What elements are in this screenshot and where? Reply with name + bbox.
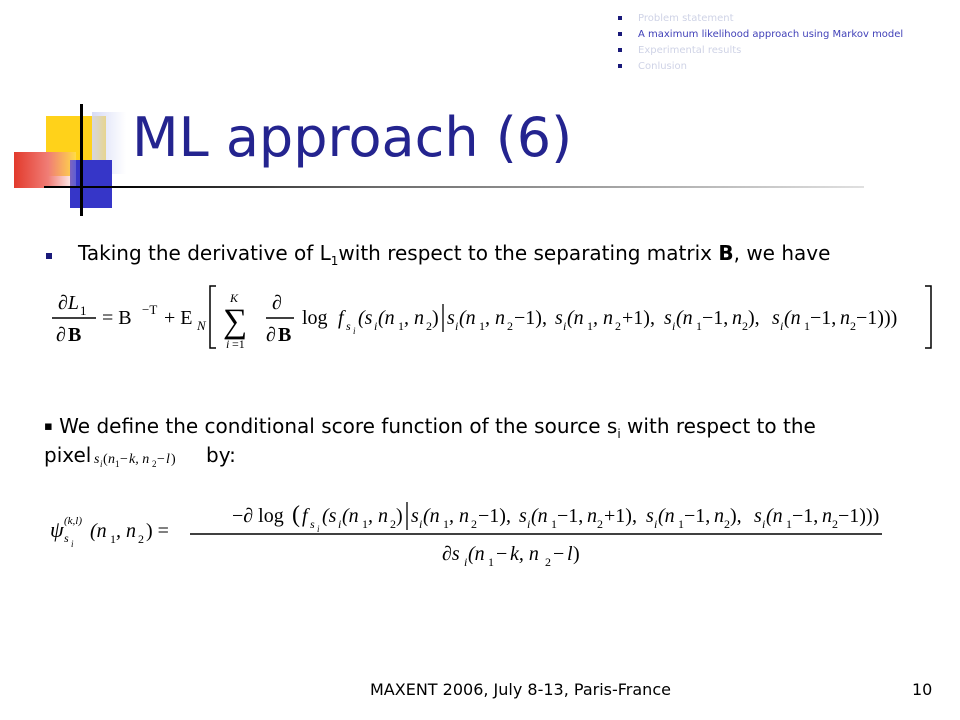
svg-text:i: i (338, 517, 342, 531)
svg-text:1: 1 (678, 517, 684, 531)
svg-text:n: n (732, 307, 742, 329)
svg-text:n: n (822, 505, 832, 527)
svg-text:i: i (226, 337, 230, 351)
svg-text:s: s (447, 307, 455, 329)
svg-text:−1))): −1))) (838, 505, 880, 527)
svg-text:(n: (n (658, 505, 675, 527)
svg-text:, n: , n (368, 505, 388, 527)
svg-text:(n: (n (567, 307, 584, 329)
svg-text:2: 2 (138, 532, 144, 546)
equation-derivative (40, 280, 940, 352)
outline-item-ml-approach[interactable]: A maximum likelihood approach using Markov model (618, 30, 918, 40)
svg-text:i: i (464, 555, 468, 569)
svg-text:),: ), (748, 307, 760, 329)
svg-text:i: i (100, 459, 103, 469)
svg-text:s: s (646, 505, 654, 527)
outline-item-conclusion[interactable]: Conlusion (618, 62, 918, 72)
svg-text:, n: , n (449, 505, 469, 527)
svg-text:2: 2 (390, 517, 396, 531)
svg-text:n: n (714, 505, 724, 527)
svg-text:(n: (n (676, 307, 693, 329)
svg-text:∑: ∑ (223, 303, 248, 340)
svg-text:n: n (108, 452, 115, 467)
svg-text:): ) (171, 452, 176, 467)
svg-text:K: K (230, 291, 239, 305)
equation-score-function (40, 494, 900, 572)
svg-text:2: 2 (471, 517, 477, 531)
svg-text:1: 1 (786, 517, 792, 531)
svg-text:−: − (496, 543, 508, 565)
svg-text:f: f (302, 505, 308, 527)
title-underline (44, 186, 864, 188)
svg-text:B: B (278, 324, 292, 346)
svg-text:k, n: k, n (129, 452, 150, 467)
svg-text:s: s (519, 505, 527, 527)
section-outline (618, 14, 918, 78)
svg-text:s: s (664, 307, 672, 329)
svg-text:i: i (563, 319, 567, 333)
svg-text:s: s (555, 307, 563, 329)
svg-text:) =: ) = (146, 520, 169, 542)
svg-text:s: s (411, 505, 419, 527)
svg-text:s: s (94, 452, 100, 467)
bullet-derivative: Taking the derivative of $L_1with$ respect to the separating matrix B, we have (78, 241, 831, 268)
svg-text:1: 1 (443, 517, 449, 531)
svg-text:): ) (396, 505, 403, 527)
svg-text:n: n (587, 505, 597, 527)
page-number: 10 (912, 680, 933, 699)
svg-text:1: 1 (804, 319, 810, 333)
bullet-score-function-line2: pixel (44, 443, 92, 467)
svg-text:(n: (n (468, 543, 485, 565)
svg-text:ψ: ψ (50, 517, 64, 542)
logo-blue-square (70, 160, 112, 208)
svg-text:1: 1 (696, 319, 702, 333)
svg-text:s: s (754, 505, 762, 527)
svg-text:1: 1 (479, 319, 485, 333)
svg-text:∂s: ∂s (442, 543, 460, 565)
svg-text:N: N (197, 318, 206, 333)
svg-text:i: i (672, 319, 676, 333)
svg-text:−: − (120, 452, 128, 467)
logo-vertical-line (80, 104, 83, 216)
svg-text:i: i (455, 319, 459, 333)
svg-text:f: f (338, 307, 344, 329)
svg-text:log: log (302, 307, 328, 329)
svg-text:n: n (840, 307, 850, 329)
svg-text:1: 1 (115, 459, 120, 469)
svg-text:∂L: ∂L (58, 292, 80, 314)
bullet-score-function: ▪ We define the conditional score function of the source $s_i$ with respect to the (44, 414, 816, 441)
svg-text:(n: (n (423, 505, 440, 527)
outline-item-results[interactable]: Experimental results (618, 46, 918, 56)
svg-text:−1),: −1), (478, 505, 511, 527)
svg-text:s: s (346, 319, 351, 333)
svg-text:1: 1 (110, 532, 116, 546)
svg-text:i: i (527, 517, 531, 531)
svg-text:s: s (772, 307, 780, 329)
svg-text:(: ( (292, 502, 300, 528)
svg-text:i: i (374, 319, 378, 333)
svg-text:, n: , n (485, 307, 505, 329)
svg-text:): ) (573, 543, 580, 565)
svg-text:2: 2 (545, 555, 551, 569)
svg-text:i: i (780, 319, 784, 333)
equation-pixel-inline (92, 444, 202, 472)
svg-text:i: i (317, 524, 320, 534)
svg-text:2: 2 (507, 319, 513, 333)
svg-text:−1,: −1, (702, 307, 729, 329)
bullet-marker (46, 253, 52, 259)
svg-text:−1,: −1, (792, 505, 819, 527)
svg-text:−1,: −1, (684, 505, 711, 527)
logo-red-square (14, 152, 76, 188)
svg-text:1: 1 (488, 555, 494, 569)
svg-text:i: i (71, 539, 74, 549)
svg-text:i: i (654, 517, 658, 531)
svg-text:(: ( (103, 452, 108, 467)
svg-text:−1))): −1))) (856, 307, 898, 329)
svg-text:(n: (n (342, 505, 359, 527)
svg-text:+1),: +1), (604, 505, 637, 527)
slide-title: ML approach (6) (132, 106, 573, 169)
svg-text:∂: ∂ (56, 324, 66, 346)
svg-text:2: 2 (850, 319, 856, 333)
outline-item-problem[interactable]: Problem statement (618, 14, 918, 24)
svg-text:2: 2 (597, 517, 603, 531)
svg-text:−T: −T (142, 302, 158, 317)
svg-text:+1),: +1), (622, 307, 655, 329)
svg-text:k, n: k, n (510, 543, 539, 565)
bullet-score-function-by: by: (206, 443, 236, 467)
svg-text:1: 1 (80, 303, 87, 318)
svg-text:(n: (n (378, 307, 395, 329)
svg-text:i: i (762, 517, 766, 531)
svg-text:−∂ log: −∂ log (232, 505, 284, 527)
svg-text:−: − (157, 452, 165, 467)
svg-text:i: i (353, 326, 356, 336)
svg-text:, n: , n (593, 307, 613, 329)
svg-text:2: 2 (152, 459, 157, 469)
svg-text:2: 2 (615, 319, 621, 333)
svg-text:−: − (553, 543, 565, 565)
svg-text:1: 1 (551, 517, 557, 531)
svg-text:2: 2 (832, 517, 838, 531)
square-bullet-icon: ▪ (44, 419, 53, 434)
svg-text:(s: (s (358, 307, 373, 329)
svg-text:−1,: −1, (557, 505, 584, 527)
svg-text:, n: , n (116, 520, 136, 542)
svg-text:s: s (310, 517, 315, 531)
svg-text:(n: (n (531, 505, 548, 527)
svg-text:∂: ∂ (266, 324, 276, 346)
svg-text:),: ), (730, 505, 742, 527)
svg-text:i: i (419, 517, 423, 531)
svg-text:(n: (n (784, 307, 801, 329)
svg-text:1: 1 (362, 517, 368, 531)
svg-text:1: 1 (398, 319, 404, 333)
svg-text:): ) (432, 307, 439, 329)
svg-text:1: 1 (587, 319, 593, 333)
svg-text:l: l (166, 452, 170, 467)
svg-text:(k,l): (k,l) (64, 515, 83, 527)
svg-text:2: 2 (426, 319, 432, 333)
svg-text:−1),: −1), (514, 307, 547, 329)
svg-text:(n: (n (90, 520, 107, 542)
svg-text:−1,: −1, (810, 307, 837, 329)
svg-text:, n: , n (404, 307, 424, 329)
svg-text:∂: ∂ (272, 292, 282, 314)
svg-text:B: B (68, 324, 82, 346)
svg-text:l: l (567, 543, 573, 565)
svg-text:= B: = B (102, 307, 132, 329)
svg-text:=1: =1 (232, 337, 245, 351)
svg-text:s: s (64, 531, 69, 545)
svg-text:(s: (s (322, 505, 337, 527)
svg-text:(n: (n (766, 505, 783, 527)
svg-text:2: 2 (724, 517, 730, 531)
svg-text:2: 2 (742, 319, 748, 333)
svg-text:+ E: + E (164, 307, 193, 329)
svg-text:(n: (n (459, 307, 476, 329)
footer-text: MAXENT 2006, July 8-13, Paris-France (370, 680, 671, 699)
